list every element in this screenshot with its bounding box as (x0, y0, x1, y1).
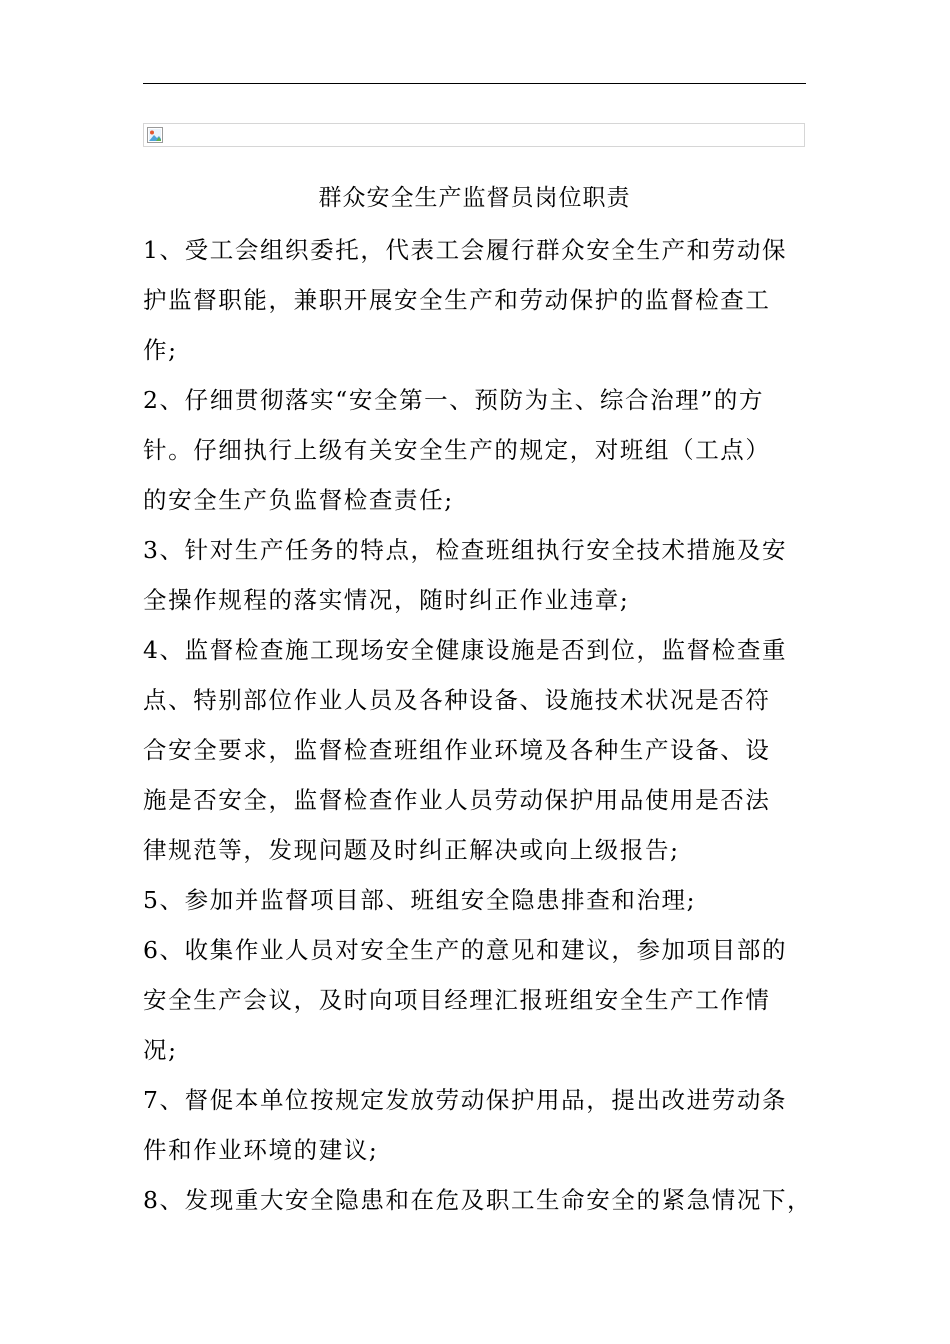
body-line: 安全生产会议，及时向项目经理汇报班组安全生产工作情 (143, 986, 771, 1014)
image-placeholder (143, 123, 805, 147)
body-line: 的安全生产负监督检查责任; (143, 486, 454, 514)
body-line: 1、受工会组织委托，代表工会履行群众安全生产和劳动保 (143, 236, 788, 264)
body-line: 律规范等，发现问题及时纠正解决或向上级报告; (143, 836, 680, 864)
body-line: 件和作业环境的建议; (143, 1136, 379, 1164)
body-line: 况; (143, 1036, 178, 1064)
body-line: 护监督职能，兼职开展安全生产和劳动保护的监督检查工 (143, 286, 771, 314)
header-rule (143, 83, 806, 84)
body-line: 合安全要求，监督检查班组作业环境及各种生产设备、设 (143, 736, 771, 764)
body-line: 作; (143, 336, 178, 364)
body-line: 8、发现重大安全隐患和在危及职工生命安全的紧急情况下， (143, 1186, 813, 1214)
document-title: 群众安全生产监督员岗位职责 (318, 185, 631, 211)
body-line: 6、收集作业人员对安全生产的意见和建议，参加项目部的 (143, 936, 788, 964)
body-line: 2、仔细贯彻落实“安全第一、预防为主、综合治理”的方 (143, 386, 765, 414)
body-line: 施是否安全，监督检查作业人员劳动保护用品使用是否法 (143, 786, 771, 814)
body-line: 针。仔细执行上级有关安全生产的规定，对班组（工点） (143, 436, 771, 464)
broken-image-icon (147, 127, 163, 143)
body-line: 5、参加并监督项目部、班组安全隐患排查和治理; (143, 886, 697, 914)
body-line: 3、针对生产任务的特点，检查班组执行安全技术措施及安 (143, 536, 788, 564)
body-line: 7、督促本单位按规定发放劳动保护用品，提出改进劳动条 (143, 1086, 788, 1114)
document-body (143, 225, 813, 1225)
body-line: 4、监督检查施工现场安全健康设施是否到位，监督检查重 (143, 636, 788, 664)
body-line: 全操作规程的落实情况，随时纠正作业违章; (143, 586, 630, 614)
body-line: 点、特别部位作业人员及各种设备、设施技术状况是否符 (143, 686, 771, 714)
